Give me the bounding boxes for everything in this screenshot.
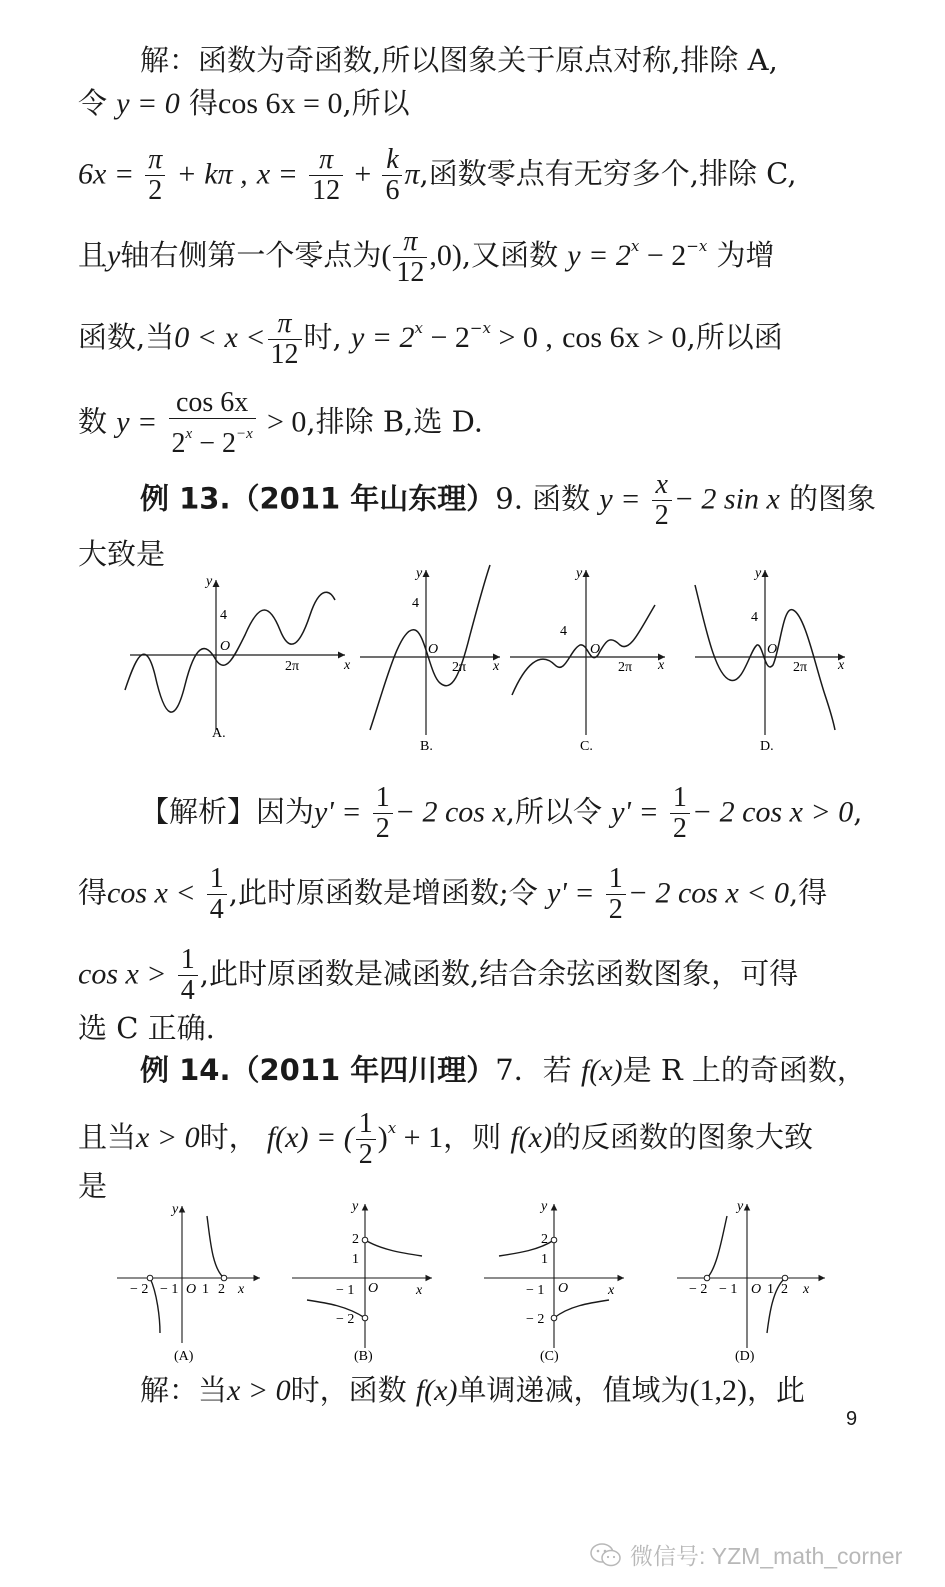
svg-text:O: O — [368, 1281, 379, 1296]
wechat-icon — [590, 1542, 622, 1568]
example-14-heading: 例 14.（2011 年四川理）7．若 f(x)是 R 上的奇函数， — [140, 1053, 866, 1087]
svg-text:x: x — [344, 658, 351, 673]
svg-text:x: x — [658, 658, 665, 673]
svg-text:y: y — [416, 566, 423, 581]
svg-text:− 2: − 2 — [336, 1312, 355, 1327]
svg-text:D.: D. — [760, 739, 774, 754]
svg-text:2π: 2π — [618, 660, 633, 675]
svg-text:− 2: − 2 — [689, 1282, 708, 1297]
svg-text:y: y — [541, 1199, 548, 1214]
svg-text:O: O — [767, 642, 778, 657]
svg-text:− 1: − 1 — [526, 1283, 545, 1298]
example-14-line-3: 是 — [78, 1169, 108, 1203]
svg-text:2π: 2π — [793, 660, 808, 675]
example-13-options-figure — [120, 565, 860, 755]
svg-text:O: O — [558, 1281, 569, 1296]
svg-text:1: 1 — [767, 1282, 774, 1297]
svg-text:C.: C. — [580, 739, 593, 754]
solution-line-2: 令 y = 0 得cos 6x = 0,所以 — [78, 86, 410, 120]
svg-text:x: x — [803, 1282, 810, 1297]
example-13-analysis-line-1: 【解析】因为y' = $\frac{1}{2}$ − 2 cos x,所以令 y' = $\frac{1}{2}$ − 2 cos x > 0, — [140, 782, 863, 844]
svg-text:O: O — [751, 1282, 762, 1297]
example-14-options-figure — [112, 1198, 842, 1368]
svg-text:y: y — [206, 574, 213, 589]
svg-text:− 1: − 1 — [336, 1283, 355, 1298]
solution-line-1: 解：函数为奇函数,所以图象关于原点对称,排除 A, — [140, 43, 778, 77]
svg-text:O: O — [220, 639, 231, 654]
example-13-analysis-line-2: 得cos x < $\frac{1}{4}$ ,此时原函数是增函数;令 y' = $\frac{1}{2}$ − 2 cos x < 0,得 — [78, 863, 828, 925]
svg-text:(B): (B) — [354, 1349, 373, 1364]
option-c-graph — [510, 566, 665, 754]
svg-text:x: x — [416, 1283, 423, 1298]
svg-text:2: 2 — [541, 1232, 548, 1247]
svg-text:− 2: − 2 — [526, 1312, 545, 1327]
option-c-inverse-graph — [484, 1199, 624, 1364]
svg-text:y: y — [576, 566, 583, 581]
svg-text:y: y — [352, 1199, 359, 1214]
watermark-text: 微信号: YZM_math_corner — [630, 1543, 903, 1569]
svg-text:(A): (A) — [174, 1349, 194, 1364]
svg-text:x: x — [608, 1283, 615, 1298]
svg-text:x: x — [493, 659, 500, 674]
svg-text:2: 2 — [218, 1282, 225, 1297]
option-b-graph — [360, 565, 500, 754]
svg-text:1: 1 — [352, 1252, 359, 1267]
option-a-inverse-graph — [117, 1202, 260, 1364]
svg-text:4: 4 — [412, 596, 419, 611]
svg-text:4: 4 — [560, 624, 567, 639]
svg-text:1: 1 — [541, 1252, 548, 1267]
svg-text:4: 4 — [220, 608, 227, 623]
svg-text:4: 4 — [751, 610, 758, 625]
example-13-line-2: 大致是 — [78, 537, 166, 571]
example-13-heading: 例 13.（2011 年山东理）9. 函数 y = $\frac{x}{2}$ − 2 sin x 的图象 — [140, 469, 876, 531]
svg-text:x: x — [838, 658, 845, 673]
svg-text:2π: 2π — [285, 659, 300, 674]
solution-line-6: 数 y = $\frac{\cos 6x}{2^x - 2^{-x}}$ > 0,排除 B,选 D. — [78, 387, 484, 459]
svg-text:− 2: − 2 — [130, 1282, 149, 1297]
option-d-inverse-graph — [677, 1199, 825, 1364]
svg-text:(C): (C) — [540, 1349, 559, 1364]
page-number: 9 — [846, 1408, 858, 1430]
example-14-line-2: 且当x > 0时， f(x) = ( $\frac{1}{2}$ )$^x$ + 1，则 f(x)的反函数的图象大致 — [78, 1107, 813, 1170]
svg-text:A.: A. — [212, 726, 226, 741]
svg-text:x: x — [238, 1282, 245, 1297]
svg-text:2: 2 — [352, 1232, 359, 1247]
solution-line-4: 且y轴右侧第一个零点为( $\frac{\pi}{12}$ ,0),又函数 $y = 2^x - 2^{-x}$ 为增 — [78, 225, 775, 288]
svg-text:− 1: − 1 — [719, 1282, 738, 1297]
svg-text:1: 1 — [202, 1282, 209, 1297]
option-a-graph — [125, 574, 351, 741]
example-13-analysis-line-3: cos x > $\frac{1}{4}$ ,此时原函数是减函数,结合余弦函数图象，可得 — [78, 944, 799, 1006]
option-b-inverse-graph — [292, 1199, 432, 1364]
svg-text:O: O — [590, 642, 601, 657]
svg-text:y: y — [172, 1202, 179, 1217]
svg-text:(D): (D) — [735, 1349, 755, 1364]
example-14-solution-line-1: 解：当x > 0时，函数 f(x)单调递减，值域为(1,2)，此 — [140, 1373, 805, 1407]
svg-text:2π: 2π — [452, 660, 467, 675]
svg-text:O: O — [428, 642, 439, 657]
example-13-analysis-line-4: 选 C 正确. — [78, 1011, 215, 1045]
svg-text:O: O — [186, 1282, 197, 1297]
wechat-watermark — [590, 1538, 902, 1571]
svg-text:y: y — [755, 566, 762, 581]
svg-text:2: 2 — [781, 1282, 788, 1297]
option-d-graph — [695, 566, 845, 754]
solution-line-5: 函数,当0 < x < $\frac{\pi}{12}$ 时, $y = 2^x - 2^{-x} > 0$ , cos 6x > 0,所以函 — [78, 307, 783, 370]
svg-text:B.: B. — [420, 739, 433, 754]
solution-line-3: 6x = $\frac{\pi}{2}$ + kπ , x = $\frac{\pi}{12}$ + $\frac{k}{6}$ π,函数零点有无穷多个,排除 C, — [78, 144, 797, 206]
svg-text:− 1: − 1 — [160, 1282, 179, 1297]
svg-text:y: y — [737, 1199, 744, 1214]
